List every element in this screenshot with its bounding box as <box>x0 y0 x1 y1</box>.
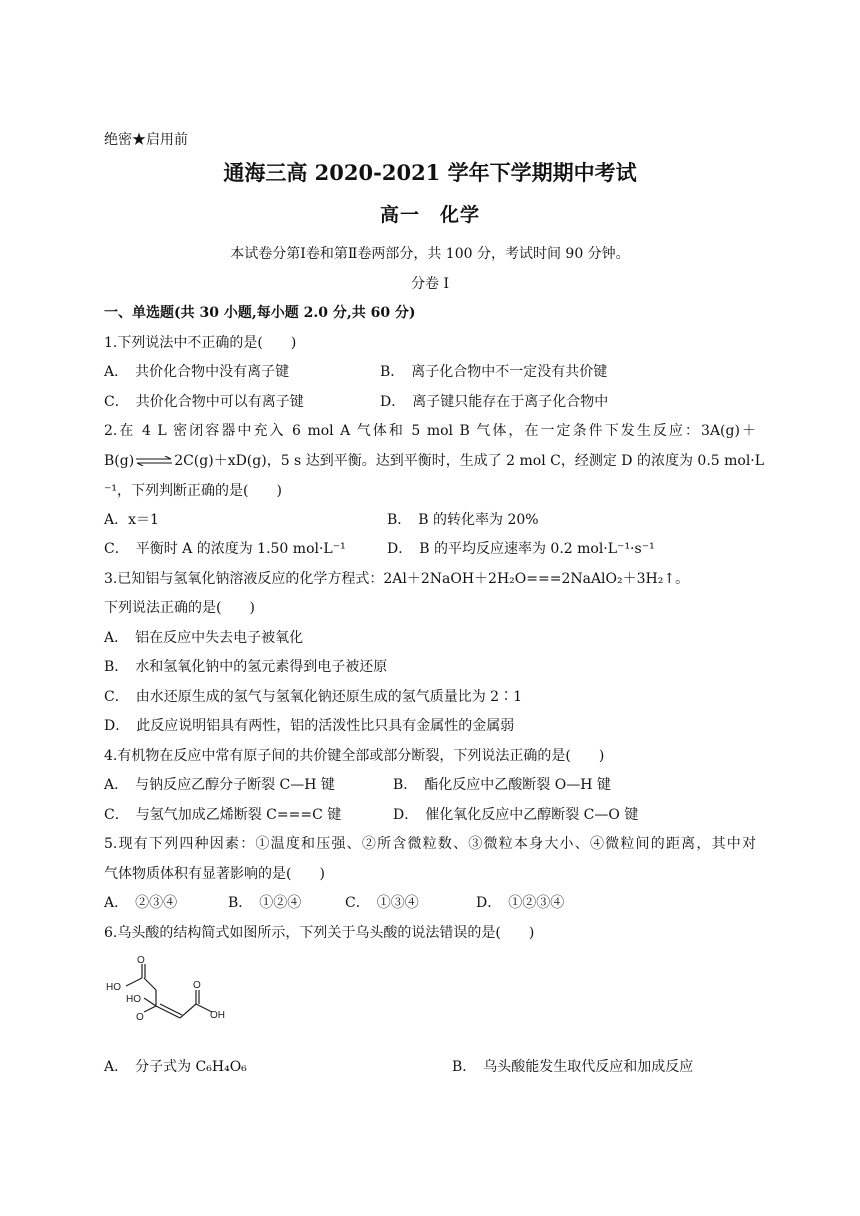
q1-stem: 1.下列说法中不正确的是( ) <box>104 335 297 351</box>
q3-stem2: 下列说法正确的是( ) <box>104 600 255 616</box>
q2-line2-rest: 2C(g)＋xD(g)，5 s 达到平衡。达到平衡时，生成了 2 mol C，经测定 D 的浓度为 0.5 mol·L <box>174 453 765 469</box>
q2-option-a: A．x＝1 <box>104 512 159 528</box>
exam-title: 通海三高 2020-2021 学年下学期期中考试 <box>223 160 637 185</box>
q3-option-a: A． 铝在反应中失去电子被氧化 <box>104 630 304 646</box>
q4-option-c: C． 与氢气加成乙烯断裂 C===C 键 <box>104 807 342 823</box>
equilibrium-arrow-icon <box>134 456 174 466</box>
q2-option-b: B． B 的转化率为 20% <box>387 512 539 528</box>
q5-option-c: C． ①③④ <box>345 895 419 911</box>
q4-option-d: D． 催化氧化反应中乙醇断裂 C—O 键 <box>393 807 639 823</box>
structure-o-right: O <box>193 980 201 991</box>
q2-line1: 2.在 4 L 密闭容器中充入 6 mol A 气体和 5 mol B 气体，在一定条件下发生反应：3A(g)＋ <box>104 423 756 439</box>
structure-ho-top: HO <box>106 982 121 993</box>
exam-instruction: 本试卷分第Ⅰ卷和第Ⅱ卷两部分，共 100 分，考试时间 90 分钟。 <box>230 246 630 262</box>
q2-option-c: C． 平衡时 A 的浓度为 1.50 mol·L⁻¹ <box>104 541 346 557</box>
q2-line2 <box>104 451 764 471</box>
q4-option-a: A． 与钠反应乙醇分子断裂 C—H 键 <box>104 777 335 793</box>
q6-option-b: B． 乌头酸能发生取代反应和加成反应 <box>452 1059 694 1075</box>
section-label: 分卷 I <box>411 276 449 292</box>
structure-oh-right: OH <box>210 1010 225 1020</box>
q1-option-b: B． 离子化合物中不一定没有共价键 <box>380 364 608 380</box>
q6-stem: 6.乌头酸的结构简式如图所示，下列关于乌头酸的说法错误的是( ) <box>104 925 535 941</box>
q1-option-d: D． 离子键只能存在于离子化合物中 <box>380 394 609 410</box>
q4-stem: 4.有机物在反应中常有原子间的共价键全部或部分断裂，下列说法正确的是( ) <box>104 748 605 764</box>
aconitic-acid-structure-icon <box>104 954 230 1020</box>
q5-option-a: A． ②③④ <box>104 895 178 911</box>
q3-option-c: C． 由水还原生成的氢气与氢氧化钠还原生成的氢气质量比为 2∶1 <box>104 689 522 705</box>
q3-stem: 3.已知铝与氢氧化钠溶液反应的化学方程式：2Al＋2NaOH＋2H₂O===2NaAlO₂＋3H₂↑。 <box>104 571 690 587</box>
exam-subtitle: 高一 化学 <box>379 204 480 226</box>
q1-option-a: A． 共价化合物中没有离子键 <box>104 364 290 380</box>
q1-option-c: C． 共价化合物中可以有离子键 <box>104 394 304 410</box>
q5-option-d: D． ①②③④ <box>476 895 565 911</box>
structure-ho-mid: HO <box>126 994 141 1005</box>
q5-line1: 5.现有下列四种因素：①温度和压强、②所含微粒数、③微粒本身大小、④微粒间的距离，其中对 <box>104 836 756 852</box>
part1-heading: 一、单选题(共 30 小题,每小题 2.0 分,共 60 分) <box>104 305 416 321</box>
structure-o-bottom: O <box>136 1012 144 1020</box>
q2-line3: ⁻¹，下列判断正确的是( ) <box>104 483 282 499</box>
q5-option-b: B． ①②④ <box>228 895 302 911</box>
q4-option-b: B． 酯化反应中乙酸断裂 O—H 键 <box>393 777 611 793</box>
q5-line2: 气体物质体积有显著影响的是( ) <box>104 866 325 882</box>
q6-option-a: A． 分子式为 C₆H₄O₆ <box>104 1059 247 1075</box>
structure-o-top: O <box>137 955 145 966</box>
secret-label: 绝密★启用前 <box>104 132 188 148</box>
q3-option-d: D． 此反应说明铝具有两性，铝的活泼性比只具有金属性的金属弱 <box>104 718 515 734</box>
q2-line2-reactant: B(g) <box>104 453 135 469</box>
q2-option-d: D． B 的平均反应速率为 0.2 mol·L⁻¹·s⁻¹ <box>387 541 655 557</box>
q3-option-b: B． 水和氢氧化钠中的氢元素得到电子被还原 <box>104 659 388 675</box>
